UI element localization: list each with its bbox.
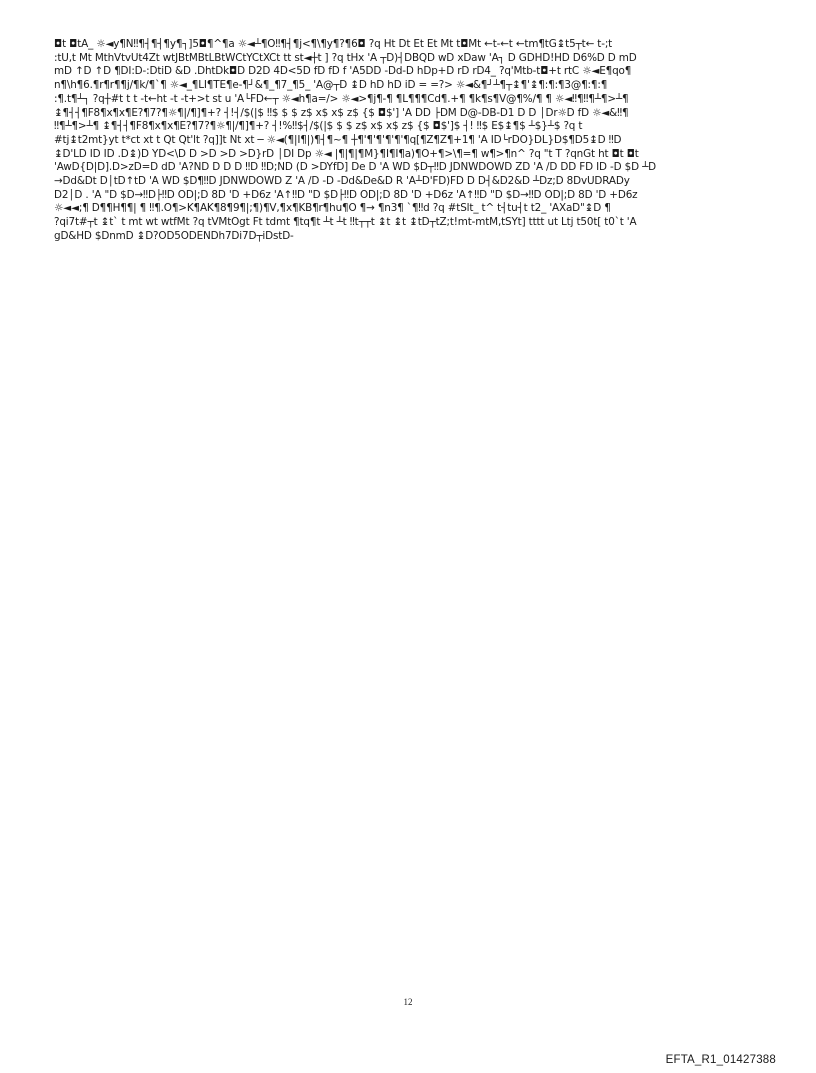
text-line: →Dd&Dt D│tD↑tD 'A WD $D¶‼D JDNWDOWD Z 'A /D -D -Dd&De&D R 'A┴D'FD)FD D D┤&D2&D ┴Dz;D 8DvUDRADy: [54, 175, 630, 188]
page-number: 12: [403, 997, 413, 1007]
text-line: mD ↑D ↑D ¶DI:D-:DtiD &D .DhtDk◘D D2D 4D<5D fD fD f 'A5DD -Dd-D hDp+D rD rD4_ ?q'Mtb-t◘+t rtC ☼◄E¶qo¶: [54, 65, 632, 78]
text-line: gD&HD $DnmD ↨D?OD5ODENDh7Di7D┬iDstD-: [54, 229, 294, 242]
text-line: ☼◄◄;¶ D¶¶H¶¶| ¶ ‼¶.O¶>K¶AK¶8¶9¶|;¶)¶V,¶x¶KB¶r¶hu¶O ¶→ ¶n3¶ `¶‼d ?q #tSlt_ t^ t┤tu┤t t2_ 'AXaD"↨D ¶: [54, 202, 611, 215]
text-line: ‼¶┴¶>┴¶ ↨¶┤┤¶F8¶x¶x¶E?¶7?¶☼¶|/¶]¶+? ┤!%‼$┤/$(|$ $ $ z$ x$ x$ z$ {$ ◘$']$ ┤! ‼$ E$↨¶$ ┴$}┴$ ?q t: [54, 120, 583, 133]
text-line: D2│D . 'A "D $D→‼D├‼D OD|;D 8D 'D +D6z 'A↑‼D "D $D├‼D OD|;D 8D 'D +D6z 'A↑‼D "D $D→‼D OD|;D 8D 'D +D6z: [54, 188, 638, 201]
text-line: :tU,t Mt MthVtvUt4Zt wtJBtMBtLBtWCtYCtXCt tt st◄┼t ] ?q tHx 'A ┬D)┤DBQD wD xDaw 'A┐ D GDHD!HD D6%D D mD: [54, 51, 637, 64]
text-line: ↨D'LD ID ID .D↨)D YD<\D D >D >D >D}rD │DI Dp ☼◄ |¶|¶|¶M}¶I¶I¶a)¶O+¶>\¶=¶ w¶>¶n^ ?q "t T ?qnGt ht ◘t ◘t: [54, 147, 639, 160]
text-line: n¶\h¶6.¶r¶r¶¶j/¶k/¶`¶ ☼◄_¶LI¶TE¶e-¶┘&¶_¶7_¶5_ 'A@┬D ↨D hD hD iD = =?> ☼◄&¶┘┴¶┬↨¶'↨¶:¶:¶3@¶:¶:¶: [54, 79, 608, 92]
bates-number: EFTA_R1_01427388: [665, 1054, 776, 1066]
text-line: ?qi7t#┬t ↨t` t mt wt wtfMt ?q tVMtOgt Ft tdmt ¶tq¶t ┴t ┴t ‼t┬┬t ↨t ↨t ↨tD┬tZ;t!mt-mtM,tSYt] tttt ut Ltj t50t[ t0`t 'A: [54, 216, 637, 229]
text-line: #tj↨t2mt}yt t*ct xt t Qt Qt'lt ?q]]t Nt xt ─ ☼◄(¶|I¶|)¶┤¶~¶ ┼¶'¶'¶'¶'¶'¶q[¶Z¶Z¶+1¶ 'A ID└rDO}DL}D$¶D5↨D ‼D: [54, 133, 622, 146]
text-line: :¶.t¶┴┐ ?q┼#t t t -t←ht -t -t+>t st u 'A└FD←┬ ☼◄h¶a=/> ☼◄>¶j¶-¶ ¶L¶¶¶Cd¶.+¶ ¶k¶s¶V@¶%/¶ ¶ ☼◄‼¶‼¶┴¶>┴¶: [54, 92, 629, 105]
text-line: ◘t ◘tA_ ☼◄y¶N‼¶┤¶┤¶y¶┐]5◘¶^¶a ☼◄┴¶O‼¶┤¶j<¶\¶y¶?¶6◘ ?q Ht Dt Et Et Mt t◘Mt ←t-←t ←tm¶tG↨t5┬t← t-;t: [54, 38, 613, 50]
text-line: ↨¶┤┤¶F8¶x¶x¶E?¶7?¶☼¶|/¶]¶+? ┤!┤/$(|$ ‼$ $ $ z$ x$ x$ z$ {$ ◘$'] 'A DD ├DM D@-DB-D1 D D │Dr☼D fD ☼◄&‼¶: [54, 106, 629, 119]
garbled-text-block: [54, 38, 766, 244]
text-line: 'AwD{D|D].D>zD=D dD 'A?ND D D D ‼D ‼D;ND (D >DYfD] De D 'A WD $D┬‼D JDNWDOWD ZD 'A /D DD FD ID -D $D ┴D: [54, 161, 657, 174]
